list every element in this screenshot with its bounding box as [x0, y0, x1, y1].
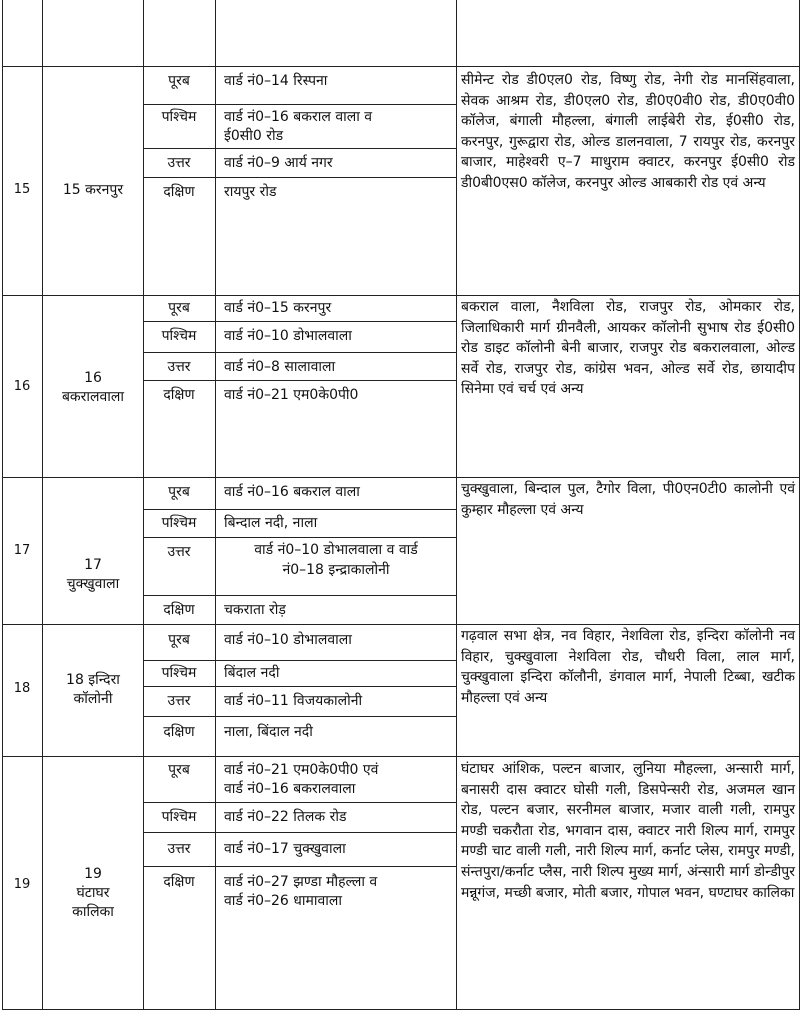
direction-west: पश्चिम — [161, 515, 197, 531]
boundary-west-line: वार्ड नं0–16 बकराल वाला व — [224, 109, 373, 125]
table-border-bottom — [2, 1009, 800, 1010]
boundary-south: वार्ड नं0–21 एम0के0पी0 — [224, 387, 359, 403]
boundary-north: वार्ड नं0–8 सालावाला — [224, 359, 336, 375]
ward-name-line: कॉलोनी — [73, 691, 113, 707]
ward-name-line: 15 करनपुर — [62, 182, 124, 198]
subrow-divider — [143, 321, 457, 322]
boundary-west: वार्ड नं0–10 डोभालवाला — [224, 328, 352, 344]
column-divider — [215, 66, 216, 1010]
direction-south: दक्षिण — [163, 724, 195, 740]
ward-name-line: 16 — [84, 370, 102, 386]
boundary-east: वार्ड नं0–10 डोभालवाला — [224, 632, 352, 648]
column-divider — [215, 0, 216, 66]
boundary-west: बिन्दाल नदी, नाला — [224, 515, 318, 531]
boundary-south: चकराता रोड़ — [224, 602, 286, 618]
table-border-left — [2, 0, 3, 1010]
ward-name-line: बकरालवाला — [61, 389, 125, 405]
boundary-west-line: ई0सी0 रोड — [224, 128, 284, 144]
area-description: गढ़वाल सभा क्षेत्र, नव विहार, नेशविला रोड, इन्दिरा कॉलोनी नव विहार, चुक्खुवाला नेशविला रोड, चौधरी विला, लाल मार्ग, चुक्खुवाला इन्दिरा कॉलौनी, डंगवाल मार्ग, नेपाली टिब्बा, खटीक मौहल्ला एवं अन्य — [461, 628, 795, 706]
ward-name-line: कालिका — [72, 904, 114, 920]
direction-east: पूरब — [168, 73, 190, 89]
boundary-north: वार्ड नं0–11 विजयकालोनी — [224, 693, 363, 709]
column-divider — [42, 0, 43, 1010]
direction-east: पूरब — [168, 632, 190, 648]
serial-number: 16 — [13, 379, 31, 394]
direction-west: पश्चिम — [161, 328, 197, 344]
subrow-divider — [143, 352, 457, 353]
direction-north: उत्तर — [167, 544, 191, 560]
direction-east: पूरब — [168, 300, 190, 316]
subrow-divider — [143, 177, 457, 178]
direction-north: उत्तर — [167, 359, 191, 375]
direction-south: दक्षिण — [163, 387, 195, 403]
subrow-divider — [143, 802, 457, 803]
direction-west: पश्चिम — [161, 809, 197, 825]
row-divider — [2, 756, 800, 757]
area-description: बकराल वाला, नैशविला रोड, राजपुर रोड, ओमकार रोड, जिलाधिकारी मार्ग ग्रीनवैली, आयकर कॉलोनी सुभाष रोड ई0सी0 रोड डाइट कॉलोनी बेनी बाजार, राजपुर रोड बकरालवाला, ओल्ड सर्वे रोड, राजपुर रोड, कांग्रेस भवन, ओल्ड सर्वे रोड, छायादीप सिनेमा एवं चर्च एवं अन्य — [461, 299, 795, 398]
boundary-north: वार्ड नं0–9 आर्य नगर — [224, 155, 333, 171]
subrow-divider — [143, 660, 457, 661]
row-divider — [2, 624, 800, 625]
boundary-east: वार्ड नं0–14 रिस्पना — [224, 73, 328, 89]
ward-name-line: चुक्खुवाला — [66, 576, 120, 592]
row-divider — [2, 66, 800, 67]
boundary-east: वार्ड नं0–15 करनपुर — [224, 300, 332, 316]
subrow-divider — [143, 716, 457, 717]
subrow-divider — [143, 686, 457, 687]
direction-north: उत्तर — [167, 155, 191, 171]
direction-south: दक्षिण — [163, 602, 195, 618]
boundary-north: वार्ड नं0–17 चुक्खुवाला — [224, 841, 346, 857]
row-divider — [2, 477, 800, 478]
boundary-north-line: वार्ड नं0–10 डोभालवाला व वार्ड — [254, 542, 418, 558]
serial-number: 15 — [13, 182, 31, 197]
boundary-east: वार्ड नं0–16 बकराल वाला — [224, 484, 360, 500]
boundary-east-line: वार्ड नं0–16 बकरालवाला — [224, 781, 356, 797]
boundary-north-line: नं0–18 इन्द्राकालोनी — [282, 562, 390, 578]
direction-west: पश्चिम — [161, 109, 197, 125]
boundary-west: बिंदाल नदी — [224, 665, 280, 681]
subrow-divider — [143, 537, 457, 538]
boundary-east-line: वार्ड नं0–21 एम0के0पी0 एवं — [224, 762, 379, 778]
direction-south: दक्षिण — [163, 184, 195, 200]
ward-name-line: 18 इन्दिरा — [66, 672, 120, 688]
boundary-south: नाला, बिंदाल नदी — [224, 724, 313, 740]
direction-north: उत्तर — [167, 841, 191, 857]
subrow-divider — [143, 380, 457, 381]
area-description: चुक्खुवाला, बिन्दाल पुल, टैगोर विला, पी0एन0टी0 कालोनी एवं कुम्हार मौहल्ला एवं अन्य — [461, 481, 795, 518]
serial-number: 18 — [13, 681, 31, 696]
serial-number: 17 — [13, 543, 31, 558]
direction-south: दक्षिण — [163, 874, 195, 890]
ward-name-line: 19 — [84, 866, 102, 882]
subrow-divider — [143, 832, 457, 833]
ward-name-line: घंटाघर — [76, 885, 110, 901]
boundary-south-line: वार्ड नं0–27 झण्डा मौहल्ला व — [224, 874, 378, 890]
direction-east: पूरब — [168, 484, 190, 500]
row-divider — [2, 295, 800, 296]
serial-number: 19 — [13, 877, 31, 892]
area-description: सीमेन्ट रोड डी0एल0 रोड, विष्णु रोड, नेगी रोड मानसिंहवाला, सेवक आश्रम रोड, डी0एल0 रोड, डी0ए0वी0 रोड, डी0ए0वी0 कॉलेज, बंगाली मौहल्ला, बंगाली लाईबेरी रोड, ई0सी0 रोड, करनपुर, गुरूद्वारा रोड, ओल्ड डालनवाला, 7 रायपुर रोड, करनपुर बाजार, माहेश्वरी ए–7 माधुराम क्वाटर, करनपुर ई0सी0 रोड डी0बी0एस0 कॉलेज, करनपुर ओल्ड आबकारी रोड एवं अन्य — [461, 72, 795, 191]
boundary-west: वार्ड नं0–22 तिलक रोड — [224, 809, 347, 825]
direction-east: पूरब — [168, 762, 190, 778]
direction-west: पश्चिम — [161, 665, 197, 681]
ward-name-line: 17 — [84, 557, 102, 573]
direction-north: उत्तर — [167, 693, 191, 709]
subrow-divider — [143, 866, 457, 867]
boundary-south-line: वार्ड नं0–26 धामावाला — [224, 893, 343, 909]
subrow-divider — [143, 104, 457, 105]
table-border-right — [799, 0, 800, 1010]
area-description: घंटाघर आंशिक, पल्टन बाजार, लुनिया मौहल्ला, अन्सारी मार्ग, बनासरी दास क्वाटर घोसी गली, डिसपेन्सरी रोड, अजमल खान रोड, पल्टन बजार, सरनीमल बाजार, मजार वाली गली, रामपुर मण्डी चकरौता रोड, भगवान दास, क्वाटर नारी शिल्प मार्ग, रामपुर मण्डी चाट वाली गली, नारी शिल्प मार्ग, कर्नाट प्लेस, रामपुर मण्डी, संन्तपुरा/कर्नाट प्लैस, नारी शिल्प मुख्य मार्ग, अंन्सारी मार्ग डोन्डीपुर मन्नूगंज, मच्छी बजार, मोती बजार, गोपाल भवन, घण्टाघर कालिका — [461, 761, 795, 901]
subrow-divider — [143, 509, 457, 510]
boundary-south: रायपुर रोड — [224, 184, 277, 200]
subrow-divider — [143, 148, 457, 149]
subrow-divider — [143, 595, 457, 596]
